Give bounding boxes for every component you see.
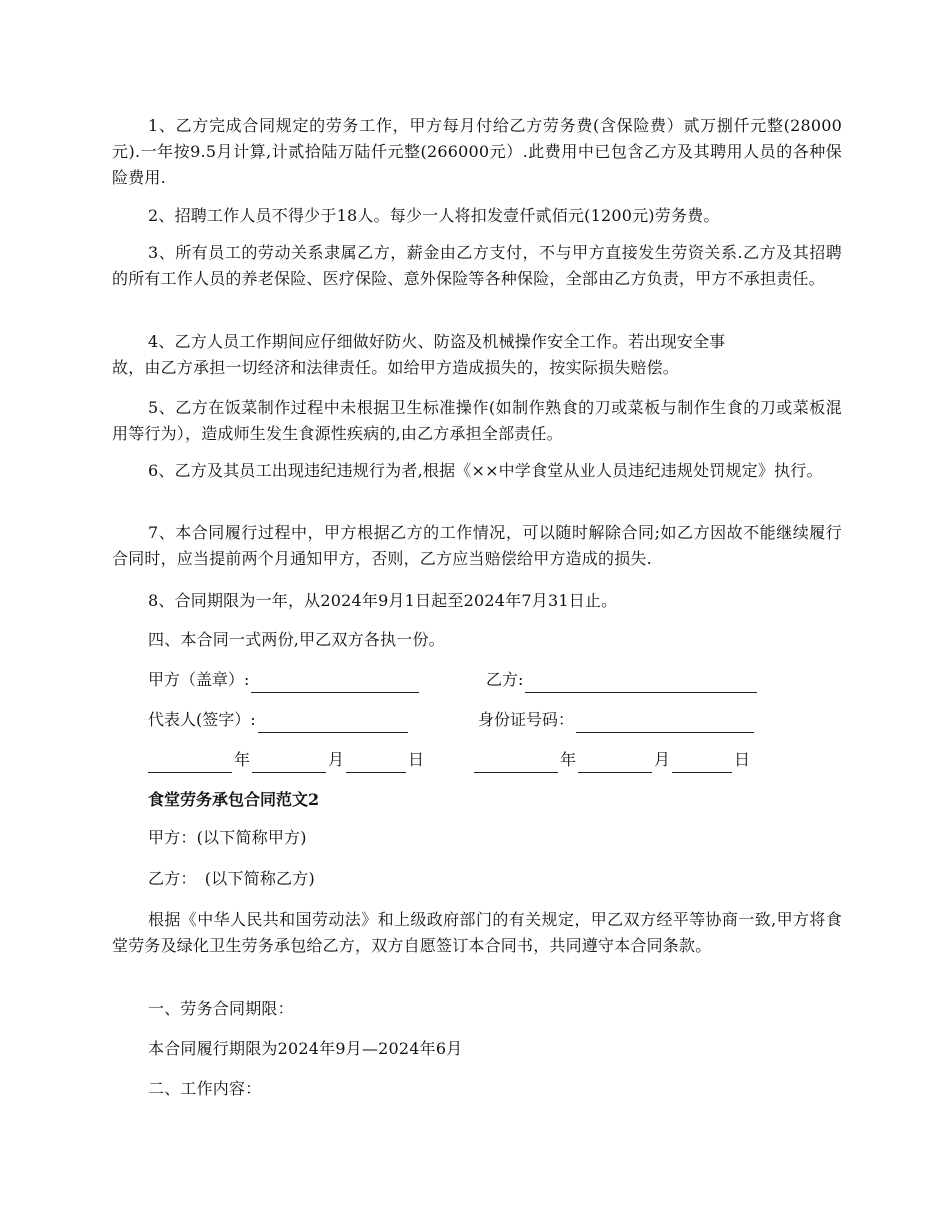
party-a-date-field	[148, 747, 424, 773]
clause-copies: 四、本合同一式两份,甲乙双方各执一份。	[148, 630, 445, 649]
section-2-intro: 根据《中华人民共和国劳动法》和上级政府部门的有关规定，甲乙双方经平等协商一致,甲方将食堂劳务及绿化卫生劳务承包给乙方，双方自愿签订本合同书，共同遵守本合同条款。	[112, 910, 842, 955]
clause-3: 3、所有员工的劳动关系隶属乙方，薪金由乙方支付，不与甲方直接发生劳资关系.乙方及其招聘的所有工作人员的养老保险、医疗保险、意外保险等各种保险，全部由乙方负责，甲方不承担责任。	[112, 243, 842, 288]
party-a-label: 甲方（盖章）:	[148, 670, 250, 689]
party-a-year-blank[interactable]	[148, 752, 232, 773]
clause-8: 8、合同期限为一年，从2024年9月1日起至2024年7月31日止。	[148, 591, 618, 610]
year-label: 年	[560, 750, 577, 769]
party-b-date-field	[474, 747, 750, 773]
section-2-term-heading: 一、劳务合同期限：	[148, 999, 294, 1018]
party-b-month-blank[interactable]	[578, 752, 652, 773]
signature-row-rep	[148, 707, 848, 733]
month-label: 月	[654, 750, 671, 769]
section-2-term-text: 本合同履行期限为2024年9月—2024年6月	[148, 1039, 463, 1058]
representative-blank[interactable]	[258, 712, 408, 733]
signature-row-dates	[148, 747, 848, 773]
clause-6: 6、乙方及其员工出现违纪违规行为者,根据《××中学食堂从业人员违纪违规处罚规定》执行。	[148, 461, 823, 480]
party-a-seal-field	[148, 667, 421, 693]
section-2-party-b: 乙方： (以下简称乙方)	[148, 869, 315, 888]
section-2-work-heading: 二、工作内容：	[148, 1079, 262, 1098]
party-b-day-blank[interactable]	[672, 752, 732, 773]
section-2-party-a: 甲方：(以下简称甲方)	[148, 828, 307, 847]
clause-7: 7、本合同履行过程中，甲方根据乙方的工作情况，可以随时解除合同;如乙方因故不能继续履行合同时，应当提前两个月通知甲方，否则，乙方应当赔偿给甲方造成的损失.	[112, 523, 842, 568]
id-number-field	[478, 707, 756, 733]
section-2-title: 食堂劳务承包合同范文2	[148, 790, 320, 809]
representative-label: 代表人(签字）:	[148, 710, 256, 729]
id-number-label: 身份证号码：	[478, 710, 575, 729]
clause-1: 1、乙方完成合同规定的劳务工作，甲方每月付给乙方劳务费(含保险费）贰万捌仟元整(28000元).一年按9.5月计算,计贰拾陆万陆仟元整(266000元）.此费用中已包含乙方及其聘用人员的各种保险费用.	[112, 116, 842, 187]
signature-row-parties	[148, 667, 848, 693]
clause-4-line-2: 故，由乙方承担一切经济和法律责任。如给甲方造成损失的，按实际损失赔偿。	[112, 358, 680, 377]
clause-2: 2、招聘工作人员不得少于18人。每少一人将扣发壹仟贰佰元(1200元)劳务费。	[148, 206, 720, 225]
representative-field	[148, 707, 410, 733]
party-a-blank[interactable]	[251, 672, 419, 693]
party-b-year-blank[interactable]	[474, 752, 558, 773]
party-b-field	[486, 667, 759, 693]
day-label: 日	[734, 750, 751, 769]
party-b-blank[interactable]	[525, 672, 757, 693]
clause-4-line-1: 4、乙方人员工作期间应仔细做好防火、防盗及机械操作安全工作。若出现安全事	[148, 332, 726, 351]
id-number-blank[interactable]	[576, 712, 754, 733]
clause-5: 5、乙方在饭菜制作过程中未根据卫生标准操作(如制作熟食的刀或菜板与制作生食的刀或菜板混用等行为），造成师生发生食源性疾病的,由乙方承担全部责任。	[112, 398, 842, 443]
month-label: 月	[328, 750, 345, 769]
party-a-month-blank[interactable]	[252, 752, 326, 773]
day-label: 日	[408, 750, 425, 769]
year-label: 年	[234, 750, 251, 769]
party-b-label: 乙方:	[486, 670, 524, 689]
party-a-day-blank[interactable]	[346, 752, 406, 773]
